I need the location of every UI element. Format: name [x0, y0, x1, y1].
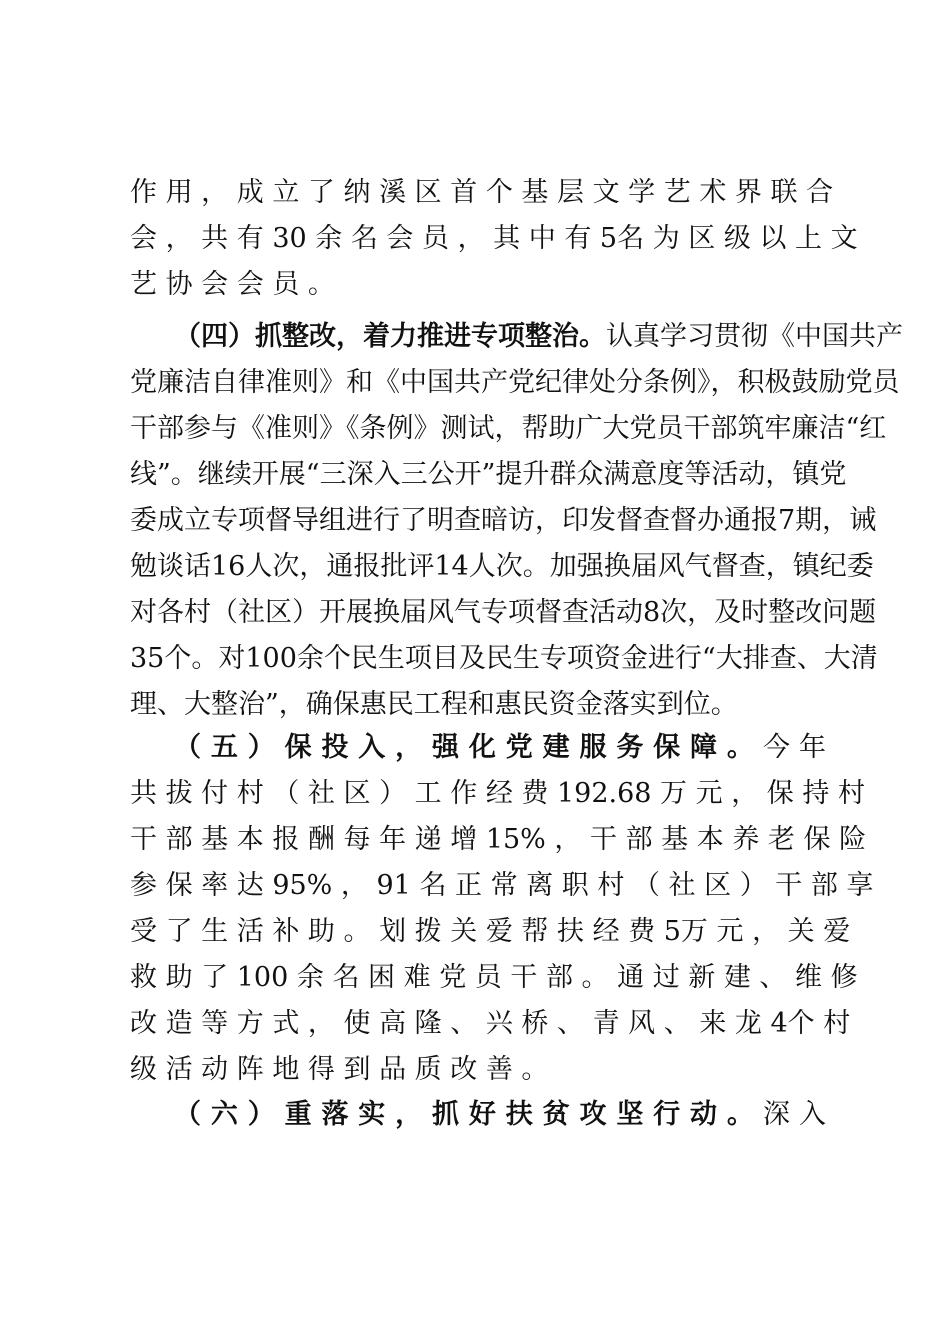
text-line: [130, 591, 877, 635]
text-line: [130, 217, 858, 261]
line-text: 线”。继续开展“三深入三公开”提升群众满意度等活动，镇党: [130, 459, 847, 490]
line-text: 今 年: [754, 732, 826, 763]
line-text: 作 用 ， 成 立 了 纳 溪 区 首 个 基 层 文 学 艺 术 界 联 合: [130, 177, 834, 208]
text-line: [130, 956, 858, 1000]
text-line: [130, 910, 851, 954]
line-text: 级 活 动 阵 地 得 到 品 质 改 善 。: [130, 1054, 549, 1085]
section-heading-line: [130, 726, 826, 770]
line-text: 受 了 生 活 补 助 。 划 拨 关 爱 帮 扶 经 费 5万 元 ， 关 爱: [130, 916, 851, 947]
text-line: [130, 361, 900, 405]
text-line: [130, 263, 826, 307]
line-text: 党廉洁自律准则》和《中国共产党纪律处分条例》，积极鼓励党员: [130, 367, 900, 398]
text-line: [130, 407, 887, 451]
text-line: [130, 772, 865, 816]
line-text: 深 入: [754, 1099, 826, 1130]
section-heading: （四）抓整改，着力推进专项整治。: [174, 321, 606, 352]
line-text: 改 造 等 方 式 ， 使 高 隆 、 兴 桥 、 青 风 、 来 龙 4个 村: [130, 1008, 851, 1039]
text-line: [130, 683, 826, 727]
line-text: 干部参与《准则》《条例》测试，帮助广大党员干部筑牢廉洁“红: [130, 413, 887, 444]
section-heading-line: [130, 1093, 826, 1137]
line-text: 会 ， 共 有 30 余 名 会 员 ， 其 中 有 5名 为 区 级 以 上 文: [130, 223, 858, 254]
line-text: 共 拔 付 村 （ 社 区 ） 工 作 经 费 192.68 万 元 ， 保 持 村: [130, 778, 865, 809]
line-text: 委成立专项督导组进行了明查暗访，印发督查督办通报7期，诫: [130, 505, 877, 536]
section-heading-line: [130, 315, 903, 359]
text-line: [130, 499, 877, 543]
line-text: 理、大整治”，确保惠民工程和惠民资金落实到位。: [130, 689, 738, 720]
line-text: 认真学习贯彻《中国共产: [606, 321, 903, 352]
line-text: 干 部 基 本 报 酬 每 年 递 增 15% ， 干 部 基 本 养 老 保 险: [130, 824, 867, 855]
text-line: [130, 818, 867, 862]
line-text: 35个。对100余个民生项目及民生专项资金进行“大排查、大清: [130, 643, 878, 674]
text-line: [130, 637, 878, 681]
text-line: [130, 545, 874, 589]
text-line: [130, 1002, 851, 1046]
text-line: [130, 1048, 826, 1092]
text-line: [130, 864, 874, 908]
line-text: 对各村（社区）开展换届风气专项督查活动8次，及时整改问题: [130, 597, 877, 628]
line-text: 救 助 了 100 余 名 困 难 党 员 干 部 。 通 过 新 建 、 维 修: [130, 962, 858, 993]
line-text: 参 保 率 达 95% ， 91 名 正 常 离 职 村 （ 社 区 ） 干 部 享: [130, 870, 874, 901]
text-line: [130, 171, 834, 215]
line-text: 艺 协 会 会 员 。: [130, 269, 335, 300]
text-line: [130, 453, 847, 497]
section-heading: （ 六 ） 重 落 实 ， 抓 好 扶 贫 攻 坚 行 动 。: [174, 1099, 755, 1130]
line-text: 勉谈话16人次，通报批评14人次。加强换届风气督查，镇纪委: [130, 551, 874, 582]
section-heading: （ 五 ） 保 投 入 ， 强 化 党 建 服 务 保 障 。: [174, 732, 755, 763]
